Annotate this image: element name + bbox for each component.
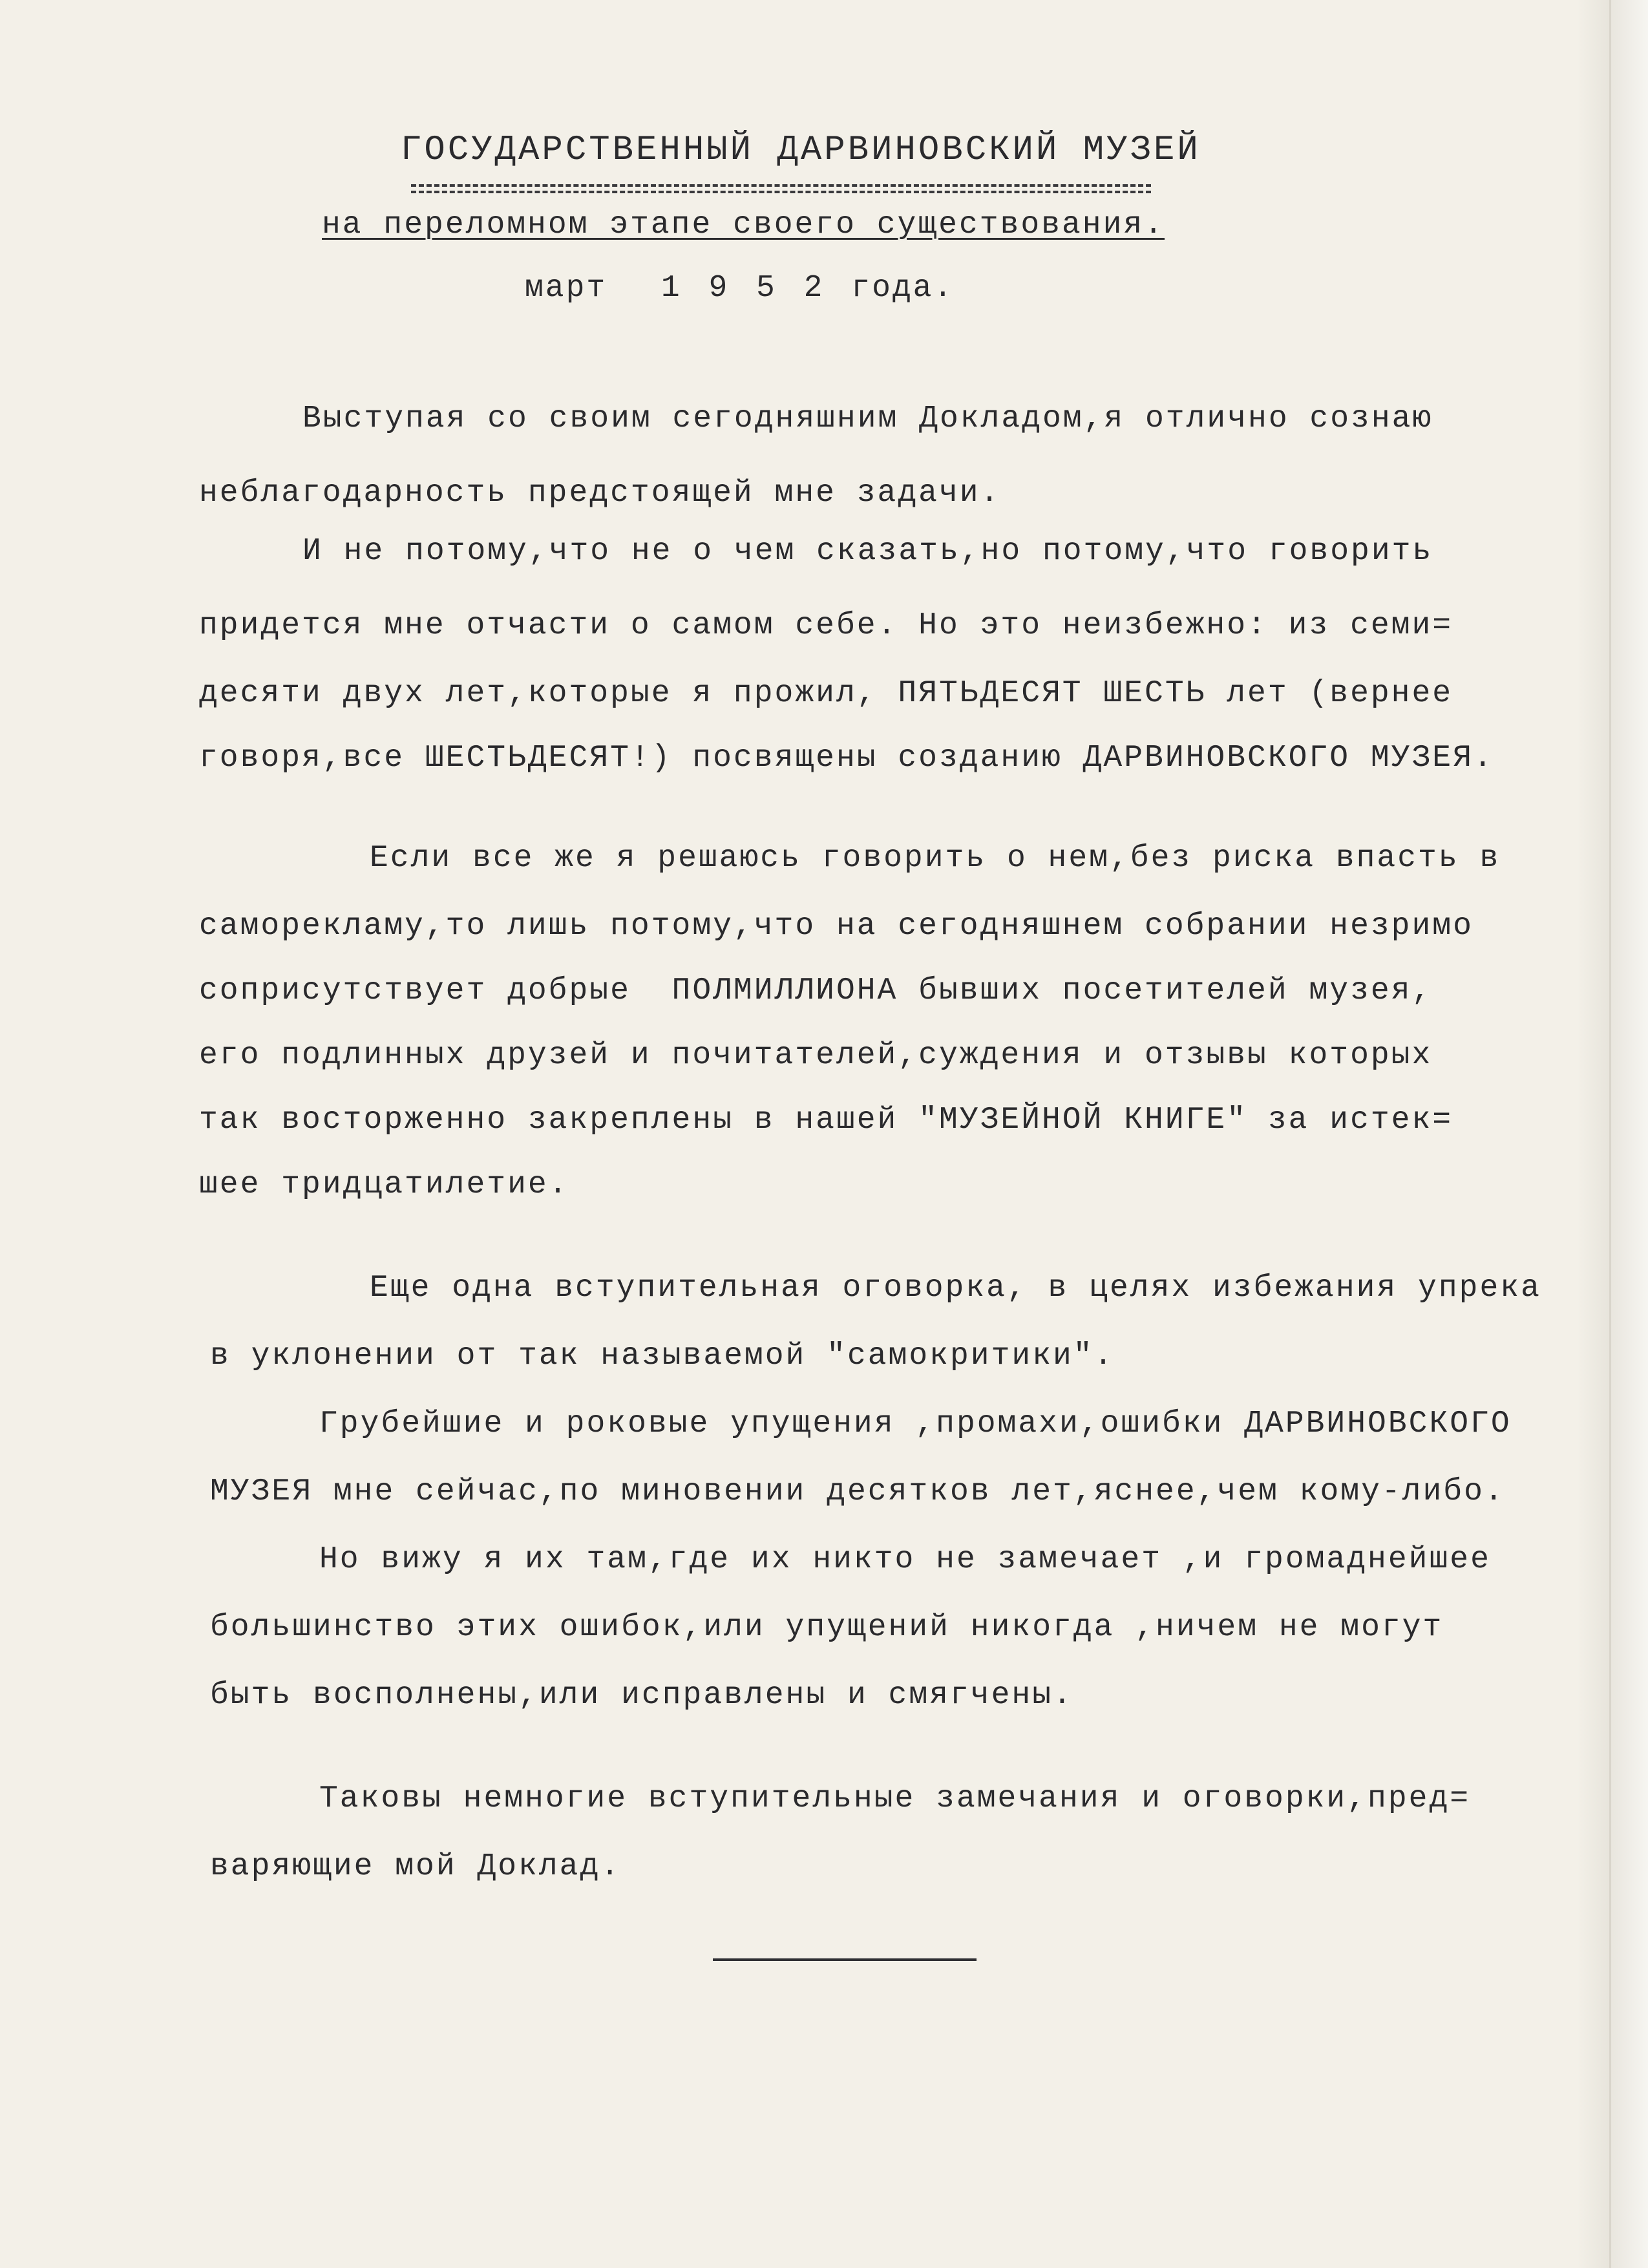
text-line: Если все же я решаюсь говорить о нем,без риска впасть в: [370, 841, 1501, 876]
closing-rule: [713, 1958, 977, 1961]
text-line: Еще одна вступительная оговорка, в целях избежания упрека: [370, 1271, 1541, 1306]
text-line: говоря,все ШЕСТЬДЕСЯТ!) посвящены созданию ДАРВИНОВСКОГО МУЗЕЯ.: [199, 741, 1494, 776]
text-line: придется мне отчасти о самом себе. Но это неизбежно: из семи=: [199, 608, 1453, 643]
text-line: десяти двух лет,которые я прожил, ПЯТЬДЕСЯТ ШЕСТЬ лет (вернее: [199, 676, 1453, 711]
page-shadow: [1577, 0, 1609, 2268]
text-line: быть восполнены,или исправлены и смягчены.: [210, 1678, 1073, 1713]
text-line: большинство этих ошибок,или упущений никогда ,ничем не могут: [210, 1610, 1444, 1645]
text-line: Выступая со своим сегодняшним Докладом,я отлично сознаю: [302, 401, 1433, 436]
text-line: Таковы немногие вступительные замечания и оговорки,пред=: [319, 1781, 1471, 1816]
title-double-underline: [411, 184, 1151, 193]
text-line: варяющие мой Доклад.: [210, 1849, 622, 1884]
text-line: в уклонении от так называемой "самокритики".: [210, 1339, 1115, 1373]
text-line: Грубейшие и роковые упущения ,промахи,ошибки ДАРВИНОВСКОГО: [319, 1406, 1512, 1441]
text-line: его подлинных друзей и почитателей,суждения и отзывы которых: [199, 1038, 1433, 1073]
text-line: неблагодарность предстоящей мне задачи.: [199, 476, 1001, 511]
text-line: МУЗЕЯ мне сейчас,по миновении десятков лет,яснее,чем кому-либо.: [210, 1474, 1505, 1509]
text-line: саморекламу,то лишь потому,что на сегодняшнем собрании незримо: [199, 909, 1474, 944]
text-line: так восторженно закреплены в нашей "МУЗЕЙНОЙ КНИГЕ" за истек=: [199, 1103, 1453, 1138]
page-edge: [1609, 0, 1648, 2268]
text-line: шее тридцатилетие.: [199, 1167, 569, 1202]
document-date: март 1 9 5 2 года.: [525, 271, 955, 306]
document-title: ГОСУДАРСТВЕННЫЙ ДАРВИНОВСКИЙ МУЗЕЙ: [401, 131, 1201, 170]
text-line: соприсутствует добрые ПОЛМИЛЛИОНА бывших посетителей музея,: [199, 973, 1433, 1008]
text-line: Но вижу я их там,где их никто не замечает ,и громаднейшее: [319, 1542, 1491, 1577]
text-line: И не потому,что не о чем сказать,но потому,что говорить: [302, 534, 1433, 569]
document-subtitle: на переломном этапе своего существования.: [322, 207, 1165, 242]
